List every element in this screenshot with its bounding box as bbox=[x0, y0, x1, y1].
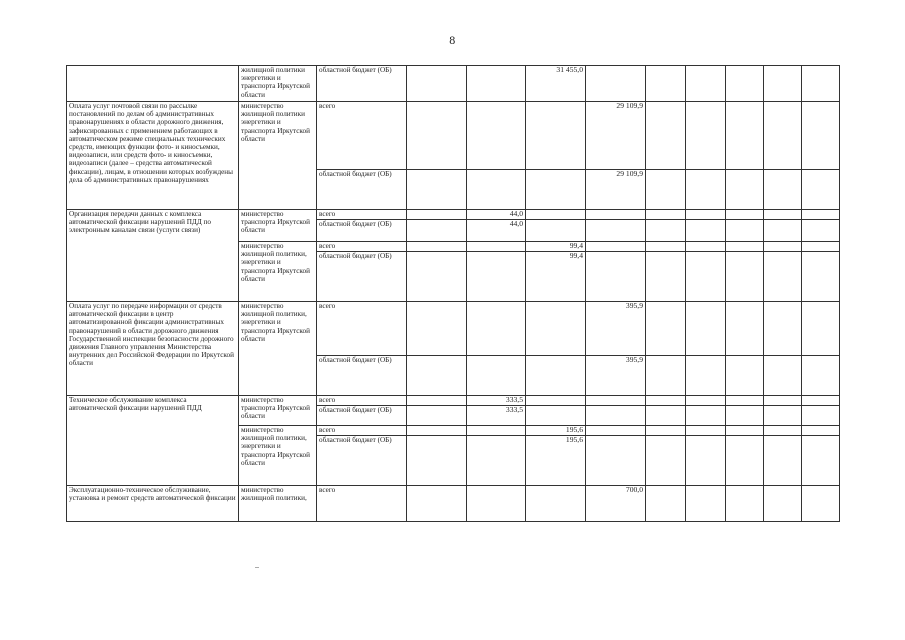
funding-source: областной бюджет (ОБ) bbox=[317, 252, 407, 302]
amount-cell bbox=[686, 406, 726, 426]
table-body bbox=[67, 66, 840, 522]
funding-source: областной бюджет (ОБ) bbox=[317, 170, 407, 210]
amount-cell bbox=[407, 102, 467, 170]
amount-cell bbox=[586, 426, 646, 436]
amount-cell: 395,9 bbox=[586, 356, 646, 396]
activity-description: Техническое обслуживание комплекса автоматической фиксации нарушений ПДД bbox=[67, 396, 239, 486]
page-number: 8 bbox=[449, 33, 456, 47]
amount-cell bbox=[802, 406, 840, 426]
amount-cell bbox=[726, 210, 764, 220]
amount-cell bbox=[764, 486, 802, 522]
amount-cell bbox=[646, 406, 686, 426]
funding-source: всего bbox=[317, 426, 407, 436]
amount-cell bbox=[646, 486, 686, 522]
amount-cell bbox=[686, 66, 726, 102]
amount-cell: 333,5 bbox=[467, 396, 526, 406]
amount-cell bbox=[802, 436, 840, 486]
funding-source: областной бюджет (ОБ) bbox=[317, 356, 407, 396]
amount-cell bbox=[686, 170, 726, 210]
table-row bbox=[67, 66, 840, 102]
amount-cell bbox=[586, 220, 646, 242]
amount-cell bbox=[526, 302, 586, 356]
budget-table bbox=[66, 65, 840, 522]
amount-cell bbox=[726, 242, 764, 252]
amount-cell bbox=[726, 396, 764, 406]
amount-cell bbox=[646, 302, 686, 356]
amount-cell bbox=[646, 396, 686, 406]
amount-cell bbox=[802, 210, 840, 220]
funding-source: всего bbox=[317, 242, 407, 252]
table-row bbox=[67, 102, 840, 170]
amount-cell bbox=[764, 252, 802, 302]
amount-cell: 195,6 bbox=[526, 426, 586, 436]
funding-source: всего bbox=[317, 210, 407, 220]
amount-cell bbox=[586, 406, 646, 426]
funding-source: всего bbox=[317, 396, 407, 406]
amount-cell bbox=[467, 170, 526, 210]
amount-cell bbox=[686, 426, 726, 436]
amount-cell: 31 455,0 bbox=[526, 66, 586, 102]
amount-cell bbox=[646, 242, 686, 252]
executor-name: министерство жилищной политики, энергетики и транспорта Иркутской области bbox=[239, 426, 317, 486]
amount-cell bbox=[586, 436, 646, 486]
amount-cell bbox=[646, 426, 686, 436]
amount-cell bbox=[764, 220, 802, 242]
amount-cell bbox=[467, 66, 526, 102]
amount-cell: 99,4 bbox=[526, 252, 586, 302]
amount-cell bbox=[526, 210, 586, 220]
funding-source: областной бюджет (ОБ) bbox=[317, 220, 407, 242]
amount-cell bbox=[646, 102, 686, 170]
amount-cell bbox=[686, 396, 726, 406]
amount-cell bbox=[407, 406, 467, 426]
amount-cell bbox=[802, 102, 840, 170]
amount-cell bbox=[726, 356, 764, 396]
amount-cell bbox=[407, 242, 467, 252]
amount-cell bbox=[467, 242, 526, 252]
amount-cell bbox=[407, 252, 467, 302]
executor-name: жилищной политики энергетики и транспорта Иркутской области bbox=[239, 66, 317, 102]
executor-name: министерство жилищной политики, энергетики и транспорта Иркутской области bbox=[239, 242, 317, 302]
amount-cell bbox=[726, 220, 764, 242]
amount-cell bbox=[726, 302, 764, 356]
amount-cell bbox=[467, 302, 526, 356]
amount-cell bbox=[686, 210, 726, 220]
funding-source: областной бюджет (ОБ) bbox=[317, 436, 407, 486]
executor-name: министерство жилищной политики энергетики и транспорта Иркутской области bbox=[239, 102, 317, 210]
funding-source: всего bbox=[317, 302, 407, 356]
amount-cell bbox=[686, 102, 726, 170]
amount-cell bbox=[467, 356, 526, 396]
amount-cell bbox=[407, 220, 467, 242]
amount-cell bbox=[407, 302, 467, 356]
amount-cell: 29 109,9 bbox=[586, 170, 646, 210]
amount-cell bbox=[467, 426, 526, 436]
amount-cell bbox=[467, 486, 526, 522]
funding-source: областной бюджет (ОБ) bbox=[317, 66, 407, 102]
amount-cell bbox=[726, 486, 764, 522]
activity-description: Организация передачи данных с комплекса автоматической фиксации нарушений ПДД по электронным каналам связи (услуги связи) bbox=[67, 210, 239, 302]
amount-cell: 29 109,9 bbox=[586, 102, 646, 170]
amount-cell bbox=[764, 396, 802, 406]
amount-cell bbox=[646, 210, 686, 220]
activity-description: Эксплуатационно-техническое обслуживание, установка и ремонт средств автоматической фиксации bbox=[67, 486, 239, 522]
executor-name: министерство транспорта Иркутской области bbox=[239, 210, 317, 242]
amount-cell bbox=[802, 66, 840, 102]
amount-cell bbox=[646, 252, 686, 302]
amount-cell bbox=[686, 486, 726, 522]
amount-cell bbox=[764, 170, 802, 210]
amount-cell bbox=[407, 396, 467, 406]
amount-cell bbox=[407, 486, 467, 522]
executor-name: министерство жилищной политики, энергетики и транспорта Иркутской области bbox=[239, 302, 317, 396]
amount-cell: 333,5 bbox=[467, 406, 526, 426]
amount-cell bbox=[802, 242, 840, 252]
amount-cell bbox=[764, 102, 802, 170]
amount-cell bbox=[407, 210, 467, 220]
funding-source: всего bbox=[317, 102, 407, 170]
amount-cell bbox=[686, 220, 726, 242]
amount-cell bbox=[526, 406, 586, 426]
amount-cell bbox=[686, 242, 726, 252]
amount-cell bbox=[407, 426, 467, 436]
amount-cell bbox=[526, 102, 586, 170]
amount-cell bbox=[802, 486, 840, 522]
amount-cell bbox=[586, 210, 646, 220]
amount-cell bbox=[646, 356, 686, 396]
amount-cell bbox=[764, 242, 802, 252]
amount-cell bbox=[764, 210, 802, 220]
executor-name: министерство жилищной политики, bbox=[239, 486, 317, 522]
funding-source: областной бюджет (ОБ) bbox=[317, 406, 407, 426]
amount-cell bbox=[467, 436, 526, 486]
amount-cell bbox=[526, 170, 586, 210]
amount-cell bbox=[467, 102, 526, 170]
amount-cell bbox=[646, 170, 686, 210]
amount-cell bbox=[407, 66, 467, 102]
amount-cell: 44,0 bbox=[467, 210, 526, 220]
amount-cell bbox=[407, 356, 467, 396]
amount-cell bbox=[586, 252, 646, 302]
amount-cell bbox=[726, 66, 764, 102]
amount-cell bbox=[764, 356, 802, 396]
activity-description: Оплата услуг по передаче информации от средств автоматической фиксации в центр автоматизированной фиксации административных правонарушений в области дорожного движения Государственной инспекции безопасности дорожного движения Главного управления Министерства внутренних дел Российской Федерации по Иркутской области bbox=[67, 302, 239, 396]
table-row bbox=[67, 486, 840, 522]
amount-cell: 395,9 bbox=[586, 302, 646, 356]
amount-cell bbox=[802, 356, 840, 396]
amount-cell bbox=[726, 406, 764, 426]
amount-cell bbox=[407, 170, 467, 210]
funding-source: всего bbox=[317, 486, 407, 522]
amount-cell bbox=[526, 486, 586, 522]
amount-cell bbox=[764, 66, 802, 102]
table-row bbox=[67, 302, 840, 356]
amount-cell bbox=[526, 220, 586, 242]
amount-cell bbox=[764, 426, 802, 436]
amount-cell bbox=[764, 406, 802, 426]
amount-cell bbox=[526, 356, 586, 396]
amount-cell bbox=[686, 252, 726, 302]
amount-cell bbox=[802, 396, 840, 406]
amount-cell bbox=[646, 436, 686, 486]
amount-cell: 195,6 bbox=[526, 436, 586, 486]
amount-cell bbox=[586, 396, 646, 406]
amount-cell bbox=[467, 252, 526, 302]
amount-cell bbox=[686, 302, 726, 356]
scan-mark bbox=[255, 567, 259, 570]
activity-description: Оплата услуг почтовой связи по рассылке постановлений по делам об административных правонарушениях в области дорожного движения, зафиксированных с применением работающих в автоматическом режиме специальных технических средств, имеющих функции фото- и киносъемки, видеозаписи, или средств фото- и киносъемки, видеозаписи (далее – средства автоматической фиксации), лицам, в отношении которых возбуждены дела об административных правонарушениях bbox=[67, 102, 239, 210]
amount-cell bbox=[586, 66, 646, 102]
executor-name: министерство транспорта Иркутской области bbox=[239, 396, 317, 426]
amount-cell bbox=[726, 102, 764, 170]
amount-cell bbox=[646, 220, 686, 242]
amount-cell bbox=[407, 436, 467, 486]
amount-cell bbox=[686, 436, 726, 486]
amount-cell: 99,4 bbox=[526, 242, 586, 252]
amount-cell bbox=[686, 356, 726, 396]
amount-cell bbox=[726, 170, 764, 210]
amount-cell bbox=[802, 220, 840, 242]
amount-cell bbox=[646, 66, 686, 102]
amount-cell bbox=[802, 170, 840, 210]
amount-cell: 700,0 bbox=[586, 486, 646, 522]
amount-cell bbox=[726, 426, 764, 436]
amount-cell: 44,0 bbox=[467, 220, 526, 242]
amount-cell bbox=[526, 396, 586, 406]
amount-cell bbox=[802, 252, 840, 302]
activity-description bbox=[67, 66, 239, 102]
amount-cell bbox=[726, 436, 764, 486]
table-row bbox=[67, 210, 840, 220]
amount-cell bbox=[764, 302, 802, 356]
amount-cell bbox=[802, 426, 840, 436]
amount-cell bbox=[726, 252, 764, 302]
amount-cell bbox=[802, 302, 840, 356]
table-row bbox=[67, 396, 840, 406]
amount-cell bbox=[586, 242, 646, 252]
amount-cell bbox=[764, 436, 802, 486]
